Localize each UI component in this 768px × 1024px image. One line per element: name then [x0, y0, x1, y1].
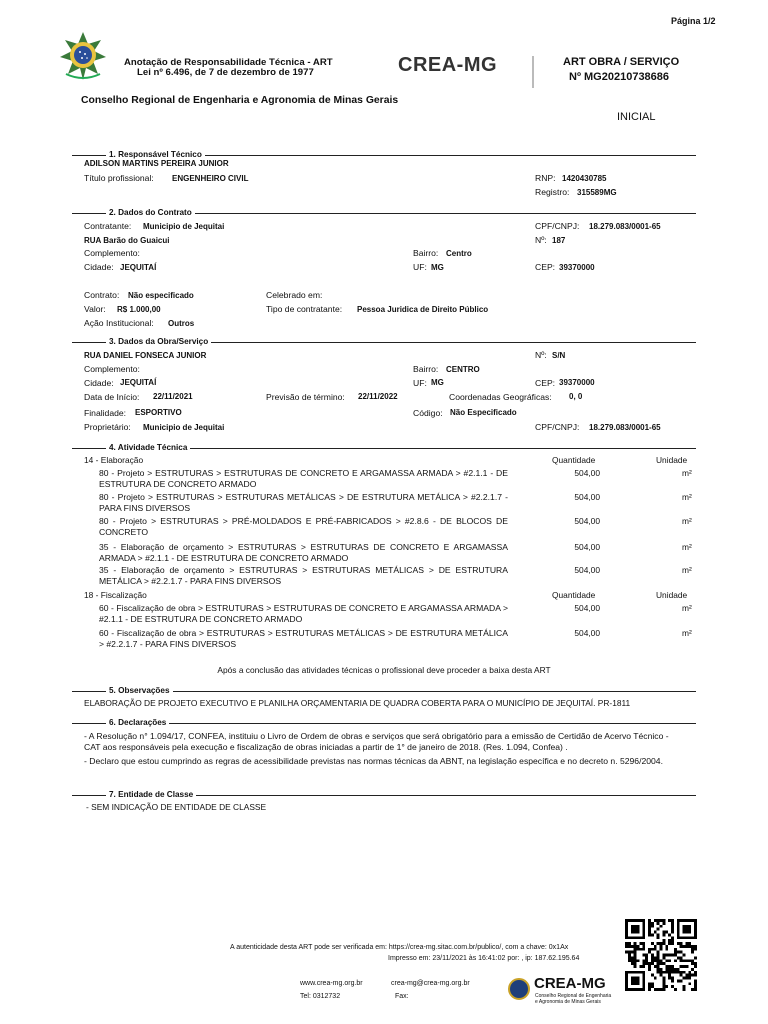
section-2-rule: [72, 208, 696, 217]
registro-label: Registro:: [535, 187, 570, 197]
header-divider: [532, 56, 534, 88]
header-title-line1: Anotação de Responsabilidade Técnica - ART: [124, 57, 333, 68]
declaracao-1: - A Resolução n° 1.094/17, CONFEA, instituiu o Livro de Ordem de obras e serviços que será obrigatório para a emissão de Certidão de Acervo Técnico - CAT aos responsáveis pela execução e fiscalização de obras iniciadas a partir de 1° de janeiro de 2018. (Res. 1.094, Confea) .: [84, 731, 669, 752]
tel-text: Tel: 0312732: [300, 993, 341, 1000]
email-link[interactable]: crea-mg@crea-mg.org.br: [391, 980, 470, 987]
activity-item-text: 60 - Fiscalização de obra > ESTRUTURAS > ESTRUTURAS DE CONCRETO E ARGAMASSA ARMADA > #2.1.1 - DE ESTRUTURA DE CONCRETO ARMADO: [99, 603, 508, 624]
section-4-title: 4. Atividade Técnica: [106, 443, 190, 452]
activity-item-text: 80 - Projeto > ESTRUTURAS > PRÉ-MOLDADOS E PRÉ-FABRICADOS > #2.8.6 - DE BLOCOS DE CONCRETO: [99, 516, 508, 537]
coord-value: 0, 0: [569, 392, 583, 401]
contrato-cidade-value: JEQUITAÍ: [120, 263, 157, 272]
codigo-label: Código:: [413, 408, 443, 418]
unit-header-1: Unidade: [656, 455, 688, 465]
contrato-cep-label: CEP:: [535, 262, 556, 272]
proprietario-label: Proprietário:: [84, 422, 131, 432]
activity-item-text: 35 - Elaboração de orçamento > ESTRUTURAS > ESTRUTURAS DE CONCRETO E ARGAMASSA ARMADA > #2.1.1 - DE ESTRUTURA DE CONCRETO ARMADO: [99, 542, 508, 563]
printed-text: Impresso em: 23/11/2021 às 16:41:02 por: , ip: 187.62.195.64: [388, 955, 580, 962]
contrato-value: Não especificado: [128, 291, 194, 300]
obra-numero-label: Nº:: [535, 350, 547, 360]
previsao-value: 22/11/2022: [358, 392, 398, 401]
entidade-text: - SEM INDICAÇÃO DE ENTIDADE DE CLASSE: [86, 802, 267, 812]
section-7-title: 7. Entidade de Classe: [106, 790, 196, 799]
acao-label: Ação Institucional:: [84, 318, 154, 328]
codigo-value: Não Especificado: [450, 408, 517, 417]
crea-logo-brand: CREA-MG: [534, 975, 606, 992]
section-6-title: 6. Declarações: [106, 718, 169, 727]
coord-label: Coordenadas Geográficas:: [449, 392, 552, 402]
obra-endereco: RUA DANIEL FONSECA JUNIOR: [84, 351, 207, 360]
celebrado-label: Celebrado em:: [266, 290, 323, 300]
crea-logo-icon: [508, 978, 530, 1000]
activity-item-text: 35 - Elaboração de orçamento > ESTRUTURAS > ESTRUTURAS METÁLICAS > DE ESTRUTURA METÁLICA > #2.2.1.7 - PARA FINS DIVERSOS: [99, 565, 508, 586]
activity-item-unit: m²: [682, 565, 692, 575]
obra-bairro-label: Bairro:: [413, 364, 439, 374]
previsao-label: Previsão de término:: [266, 392, 345, 402]
status-label: INICIAL: [617, 111, 656, 123]
page-number: Página 1/2: [671, 16, 716, 26]
section-4-rule: [72, 443, 696, 452]
unit-header-2: Unidade: [656, 590, 688, 600]
contratante-label: Contratante:: [84, 221, 132, 231]
observacoes-text: ELABORAÇÃO DE PROJETO EXECUTIVO E PLANILHA ORÇAMENTARIA DE QUADRA COBERTA PARA O MUNICÍPIO DE JEQUITAÍ. PR-1811: [84, 698, 631, 708]
group-elaboracao: 14 - Elaboração: [84, 455, 144, 465]
titulo-label: Título profissional:: [84, 173, 154, 183]
fax-text: Fax:: [395, 993, 409, 1000]
activity-item-qty: 504,00: [574, 565, 600, 575]
crea-logo-sub1: Conselho Regional de Engenharia: [535, 993, 612, 999]
coat-of-arms-emblem: [58, 30, 108, 82]
header-title-line2: Lei nº 6.496, de 7 de dezembro de 1977: [137, 67, 314, 78]
crea-logo-sub2: e Agronomia de Minas Gerais: [535, 999, 601, 1005]
contrato-numero-value: 187: [552, 236, 566, 245]
tipo-contratante-label: Tipo de contratante:: [266, 304, 343, 314]
obra-cidade-label: Cidade:: [84, 378, 114, 388]
obra-numero-value: S/N: [552, 351, 566, 360]
responsavel-name: ADILSON MARTINS PEREIRA JUNIOR: [84, 159, 229, 168]
activity-note: Após a conclusão das atividades técnicas o profissional deve proceder a baixa desta ART: [217, 665, 551, 675]
inicio-label: Data de Início:: [84, 392, 140, 402]
section-1-title: 1. Responsável Técnico: [106, 150, 205, 159]
activity-item-unit: m²: [682, 468, 692, 478]
website-link[interactable]: www.crea-mg.org.br: [300, 980, 363, 987]
contrato-complemento-label: Complemento:: [84, 248, 140, 258]
contrato-label: Contrato:: [84, 290, 120, 300]
art-number: Nº MG20210738686: [569, 71, 670, 83]
activity-item-qty: 504,00: [574, 492, 600, 502]
contrato-cidade-label: Cidade:: [84, 262, 114, 272]
proprietario-value: Municipio de Jequitai: [143, 423, 225, 432]
section-3-title: 3. Dados da Obra/Serviço: [106, 337, 211, 346]
activity-item-qty: 504,00: [574, 516, 600, 526]
section-3-rule: [72, 337, 696, 346]
titulo-value: ENGENHEIRO CIVIL: [172, 174, 249, 183]
declaracao-2: - Declaro que estou cumprindo as regras de acessibilidade previstas nas normas técnicas da ABNT, na legislação específica e no decreto n. 5296/2004.: [84, 756, 663, 766]
contrato-cpf-value: 18.279.083/0001-65: [589, 222, 661, 231]
activity-item-unit: m²: [682, 628, 692, 638]
contrato-cep-value: 39370000: [559, 263, 595, 272]
activity-item-qty: 504,00: [574, 542, 600, 552]
contrato-numero-label: Nº:: [535, 235, 547, 245]
obra-uf-value: MG: [431, 378, 444, 387]
contrato-bairro-label: Bairro:: [413, 248, 439, 258]
contrato-bairro-value: Centro: [446, 249, 472, 258]
council-name: Conselho Regional de Engenharia e Agronomia de Minas Gerais: [81, 95, 399, 106]
activity-item-qty: 504,00: [574, 603, 600, 613]
finalidade-label: Finalidade:: [84, 408, 127, 418]
acao-value: Outros: [168, 319, 195, 328]
auth-text: A autenticidade desta ART pode ser verificada em: https://crea-mg.sitac.com.br/publico/, com a chave: 0x1Ax: [230, 944, 569, 951]
proprietario-cpf-value: 18.279.083/0001-65: [589, 423, 661, 432]
section-5-title: 5. Observações: [106, 686, 173, 695]
contrato-uf-value: MG: [431, 263, 444, 272]
crea-footer-logo: [508, 975, 618, 1008]
contrato-endereco: RUA Barão do Guaicui: [84, 236, 170, 245]
art-type: ART OBRA / SERVIÇO: [563, 56, 680, 68]
contrato-cpf-label: CPF/CNPJ:: [535, 221, 580, 231]
section-7-rule: [72, 790, 696, 799]
qr-code: [625, 919, 697, 991]
group-fiscalizacao: 18 - Fiscalização: [84, 590, 147, 600]
section-5-rule: [72, 686, 696, 695]
activity-item-qty: 504,00: [574, 468, 600, 478]
activity-item-unit: m²: [682, 492, 692, 502]
obra-cep-label: CEP:: [535, 378, 556, 388]
section-6-rule: [72, 718, 696, 727]
finalidade-value: ESPORTIVO: [135, 408, 182, 417]
rnp-label: RNP:: [535, 173, 556, 183]
tipo-contratante-value: Pessoa Juridica de Direito Público: [357, 305, 489, 314]
activity-item-unit: m²: [682, 516, 692, 526]
qty-header-2: Quantidade: [552, 590, 596, 600]
section-2-title: 2. Dados do Contrato: [106, 208, 195, 217]
inicio-value: 22/11/2021: [153, 392, 193, 401]
obra-cep-value: 39370000: [559, 378, 595, 387]
obra-uf-label: UF:: [413, 378, 427, 388]
brand-title: CREA-MG: [398, 54, 498, 76]
activity-item-unit: m²: [682, 542, 692, 552]
valor-value: R$ 1.000,00: [117, 305, 161, 314]
section-1-rule: [72, 150, 696, 159]
activity-item-text: 80 - Projeto > ESTRUTURAS > ESTRUTURAS METÁLICAS > DE ESTRUTURA METÁLICA > #2.2.1.7 - PARA FINS DIVERSOS: [99, 492, 508, 513]
contratante-value: Municipio de Jequitai: [143, 222, 225, 231]
obra-bairro-value: CENTRO: [446, 365, 480, 374]
qty-header-1: Quantidade: [552, 455, 596, 465]
obra-cidade-value: JEQUITAÍ: [120, 378, 157, 387]
activity-item-text: 80 - Projeto > ESTRUTURAS > ESTRUTURAS DE CONCRETO E ARGAMASSA ARMADA > #2.1.1 - DE ESTRUTURA DE CONCRETO ARMADO: [99, 468, 508, 489]
registro-value: 315589MG: [577, 188, 617, 197]
contrato-uf-label: UF:: [413, 262, 427, 272]
rnp-value: 1420430785: [562, 174, 607, 183]
activity-item-qty: 504,00: [574, 628, 600, 638]
obra-complemento-label: Complemento:: [84, 364, 140, 374]
activity-item-unit: m²: [682, 603, 692, 613]
activity-item-text: 60 - Fiscalização de obra > ESTRUTURAS > ESTRUTURAS METÁLICAS > DE ESTRUTURA METÁLICA > #2.2.1.7 - PARA FINS DIVERSOS: [99, 628, 508, 649]
valor-label: Valor:: [84, 304, 106, 314]
proprietario-cpf-label: CPF/CNPJ:: [535, 422, 580, 432]
